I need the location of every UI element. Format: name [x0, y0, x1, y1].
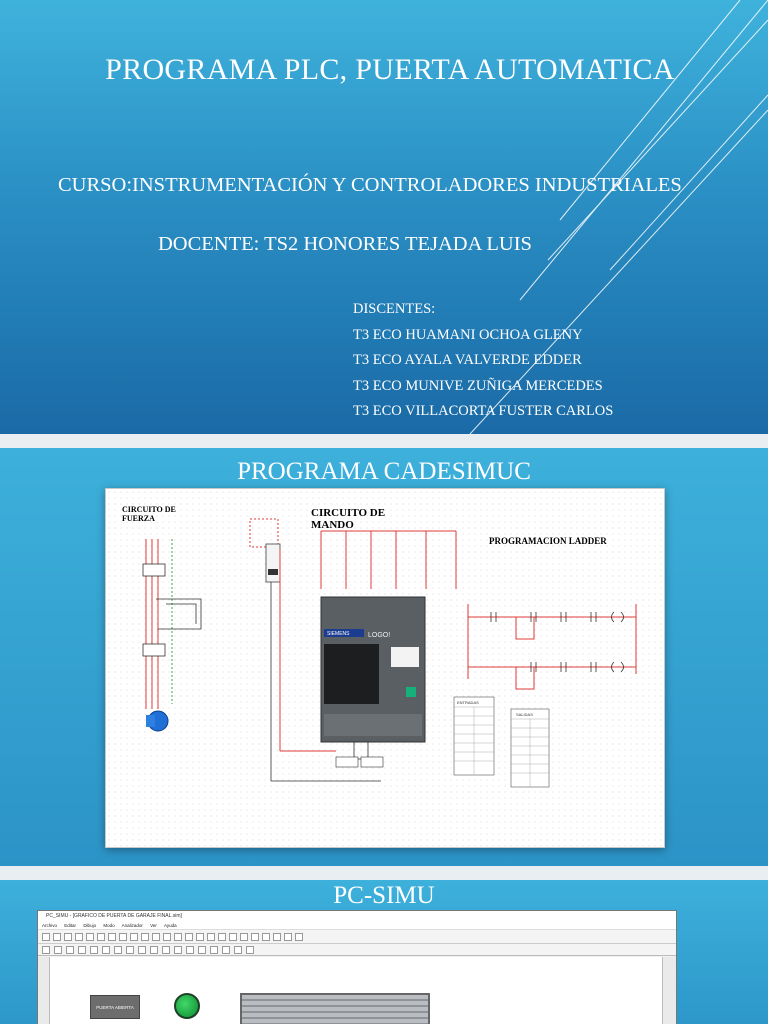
slide-heading: PC-SIMU [333, 882, 435, 909]
presentation-title: PROGRAMA PLC, PUERTA AUTOMATICA [105, 53, 675, 86]
green-indicator-light [174, 993, 200, 1019]
tool-button[interactable] [185, 933, 193, 941]
menu-item[interactable]: Analizador [121, 923, 143, 928]
tool-button[interactable] [86, 933, 94, 941]
window-titlebar [38, 911, 676, 921]
tool-button[interactable] [162, 946, 170, 954]
tool-button[interactable] [108, 933, 116, 941]
student-item: T3 ECO AYALA VALVERDE EDDER [353, 352, 582, 368]
student-item: T3 ECO MUNIVE ZUÑIGA MERCEDES [353, 377, 603, 394]
pcsimu-window [37, 910, 677, 1024]
students-list [353, 297, 613, 425]
tool-button[interactable] [141, 933, 149, 941]
tool-button[interactable] [262, 933, 270, 941]
tool-button[interactable] [42, 946, 50, 954]
garage-door-graphic [240, 993, 430, 1024]
tool-button[interactable] [64, 933, 72, 941]
tool-button[interactable] [207, 933, 215, 941]
tool-button[interactable] [150, 946, 158, 954]
menu-item[interactable]: Ver [150, 923, 157, 928]
menu-item[interactable]: Dibujo [83, 923, 97, 928]
title-slide [0, 0, 768, 434]
window-title: PC_SIMU - [GRAFICO DE PUERTA DE GARAJE FINAL.sim] [46, 913, 182, 919]
slide-separator [0, 434, 768, 448]
table-entradas-header: ENTRADAS [457, 700, 479, 705]
student-item: T3 ECO VILLACORTA FUSTER CARLOS [353, 403, 614, 419]
tool-button[interactable] [163, 933, 171, 941]
teacher-name: DOCENTE: TS2 HONORES TEJADA LUIS [158, 233, 532, 255]
tool-button[interactable] [126, 946, 134, 954]
cadesimu-slide [0, 448, 768, 866]
circuit-schematic [106, 489, 666, 849]
pcsimu-slide [0, 880, 768, 1024]
circuit-diagram [105, 488, 665, 848]
tool-button[interactable] [186, 946, 194, 954]
toolbar [38, 930, 676, 944]
left-tool-panel[interactable] [38, 957, 50, 1024]
tool-button[interactable] [284, 933, 292, 941]
tool-button[interactable] [97, 933, 105, 941]
slide-heading: PROGRAMA CADESIMUC [237, 458, 531, 485]
tool-button[interactable] [240, 933, 248, 941]
tool-button[interactable] [90, 946, 98, 954]
tool-button[interactable] [75, 933, 83, 941]
tool-button[interactable] [78, 946, 86, 954]
tool-button[interactable] [273, 933, 281, 941]
label-programacion-ladder: PROGRAMACION LADDER [489, 536, 607, 546]
tool-button[interactable] [198, 946, 206, 954]
menu-item[interactable]: Ayuda [163, 923, 177, 928]
students-label: DISCENTES: [353, 301, 436, 317]
plc-model: LOGO! [368, 632, 391, 639]
tool-button[interactable] [174, 946, 182, 954]
tool-button[interactable] [114, 946, 122, 954]
tool-button[interactable] [222, 946, 230, 954]
tool-button[interactable] [196, 933, 204, 941]
simulation-canvas[interactable] [50, 957, 662, 1024]
table-salidas-header: SALIDAS [516, 712, 533, 717]
tool-button[interactable] [42, 933, 50, 941]
menu-item[interactable]: Archivo [42, 923, 58, 928]
tool-button[interactable] [54, 946, 62, 954]
tool-button[interactable] [229, 933, 237, 941]
tool-button[interactable] [218, 933, 226, 941]
menu-bar [38, 921, 676, 930]
tool-button[interactable] [66, 946, 74, 954]
course-name: CURSO:INSTRUMENTACIÓN Y CONTROLADORES INDUSTRIALES [58, 174, 682, 196]
label-circuito-fuerza: CIRCUITO DE FUERZA [122, 505, 176, 523]
color-palette-panel[interactable] [662, 957, 676, 1024]
label-circuito-mando: CIRCUITO DE MANDO [311, 507, 386, 531]
tool-button[interactable] [251, 933, 259, 941]
component-toolbar [38, 944, 676, 956]
tool-button[interactable] [246, 946, 254, 954]
plc-brand: SIEMENS [327, 631, 350, 637]
tool-button[interactable] [53, 933, 61, 941]
tool-button[interactable] [130, 933, 138, 941]
menu-item[interactable]: Editar [64, 923, 77, 928]
student-item: T3 ECO HUAMANI OCHOA GLENY [353, 326, 583, 343]
tool-button[interactable] [152, 933, 160, 941]
tool-button[interactable] [295, 933, 303, 941]
tool-button[interactable] [119, 933, 127, 941]
puerta-abierta-button[interactable]: PUERTA ABIERTA [90, 995, 140, 1019]
tool-button[interactable] [102, 946, 110, 954]
menu-item[interactable]: Modo [103, 923, 115, 928]
tool-button[interactable] [138, 946, 146, 954]
tool-button[interactable] [174, 933, 182, 941]
slide-separator [0, 866, 768, 880]
tool-button[interactable] [234, 946, 242, 954]
tool-button[interactable] [210, 946, 218, 954]
